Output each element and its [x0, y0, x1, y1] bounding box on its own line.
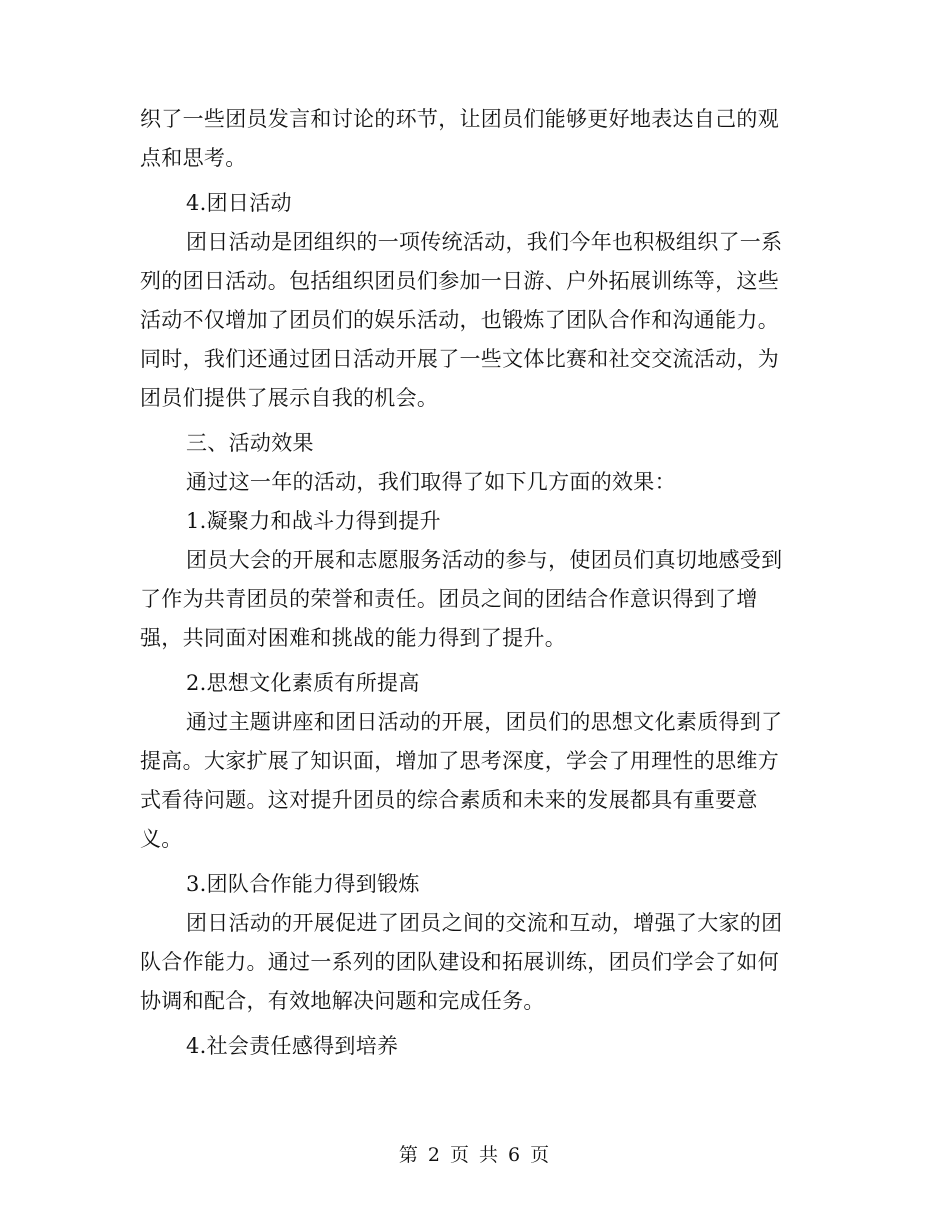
paragraph-line: 团日活动的开展促进了团员之间的交流和互动，增强了大家的团	[186, 911, 783, 935]
subsection-heading: 1.凝聚力和战斗力得到提升	[186, 509, 441, 533]
section-heading: 4.团日活动	[186, 191, 292, 215]
subsection-heading: 2.思想文化素质有所提高	[186, 671, 420, 695]
page-number-footer: 第 2 页 共 6 页	[398, 1144, 552, 1166]
section-heading: 三、活动效果	[186, 431, 314, 455]
paragraph-line: 提高。大家扩展了知识面，增加了思考深度，学会了用理性的思维方	[140, 749, 779, 773]
paragraph-line: 点和思考。	[140, 146, 247, 170]
subsection-heading: 3.团队合作能力得到锻炼	[186, 872, 420, 896]
paragraph-line: 团员们提供了展示自我的机会。	[140, 386, 439, 410]
paragraph-line: 同时，我们还通过团日活动开展了一些文体比赛和社交交流活动，为	[140, 347, 779, 371]
paragraph-line: 义。	[140, 827, 183, 851]
document-body	[140, 100, 810, 1066]
paragraph-line: 织了一些团员发言和讨论的环节，让团员们能够更好地表达自己的观	[140, 107, 779, 131]
paragraph-line: 了作为共青团员的荣誉和责任。团员之间的团结合作意识得到了增	[140, 587, 758, 611]
paragraph-line: 式看待问题。这对提升团员的综合素质和未来的发展都具有重要意	[140, 788, 758, 812]
paragraph-line: 强，共同面对困难和挑战的能力得到了提升。	[140, 626, 566, 650]
paragraph-line: 团员大会的开展和志愿服务活动的参与，使团员们真切地感受到	[186, 548, 783, 572]
paragraph-line: 活动不仅增加了团员们的娱乐活动，也锻炼了团队合作和沟通能力。	[140, 308, 779, 332]
paragraph-line: 协调和配合，有效地解决问题和完成任务。	[140, 989, 545, 1013]
subsection-heading: 4.社会责任感得到培养	[186, 1034, 399, 1058]
paragraph-line: 列的团日活动。包括组织团员们参加一日游、户外拓展训练等，这些	[140, 269, 779, 293]
paragraph-line: 团日活动是团组织的一项传统活动，我们今年也积极组织了一系	[186, 230, 783, 254]
paragraph-line: 通过主题讲座和团日活动的开展，团员们的思想文化素质得到了	[186, 710, 783, 734]
paragraph-line: 队合作能力。通过一系列的团队建设和拓展训练，团员们学会了如何	[140, 950, 779, 974]
paragraph-line: 通过这一年的活动，我们取得了如下几方面的效果：	[186, 470, 676, 494]
